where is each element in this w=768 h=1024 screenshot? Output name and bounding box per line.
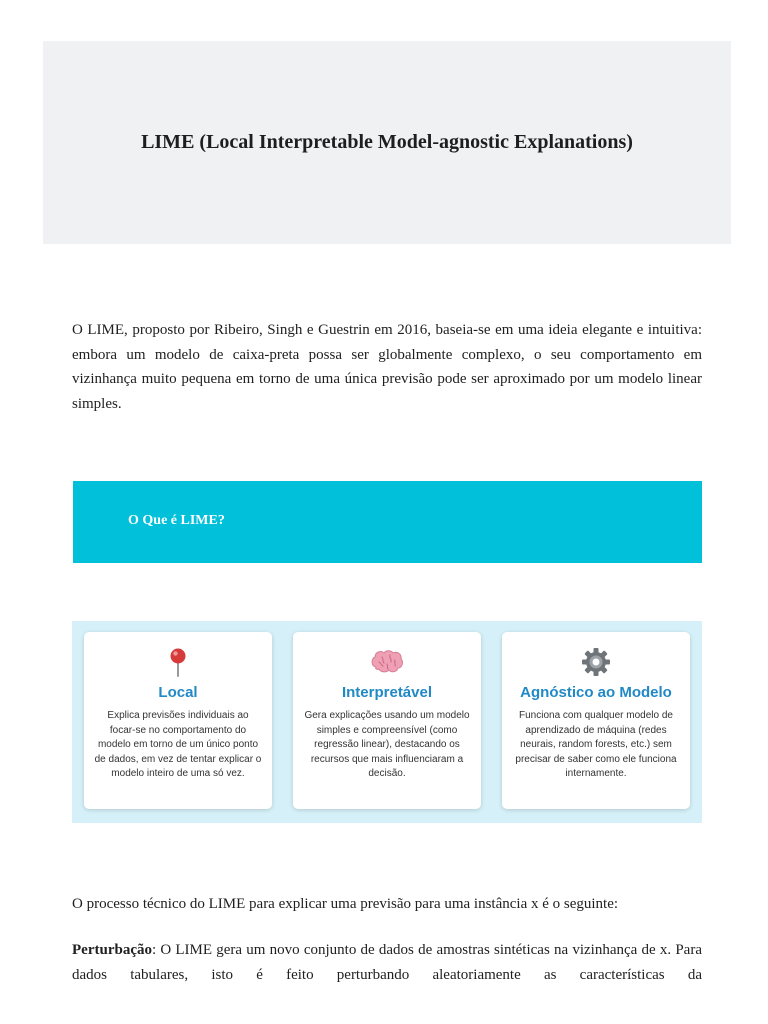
brain-icon — [293, 646, 481, 678]
gear-icon — [502, 646, 690, 678]
card-interpretavel — [293, 632, 481, 809]
perturbation-paragraph — [72, 938, 702, 987]
title-box — [43, 41, 731, 244]
card-title: Agnóstico ao Modelo — [520, 684, 672, 701]
intro-paragraph: O LIME, proposto por Ribeiro, Singh e Guestrin em 2016, baseia-se em uma ideia elegante e intuitiva: embora um modelo de caixa-preta possa ser globalmente complexo, o seu comportamento em vizinhança muito pequena em torno de uma única previsão pode ser aproximado por um modelo linear simples. — [72, 322, 702, 412]
section-heading: O Que é LIME? — [128, 513, 225, 528]
cards-panel — [72, 621, 702, 823]
card-title: Local — [158, 684, 198, 701]
card-text: Explica previsões individuais ao focar-se no comportamento do modelo em torno de um único ponto de dados, em vez de tentar explicar o modelo inteiro de uma só vez. — [94, 710, 262, 779]
page-title: LIME (Local Interpretable Model-agnostic Explanations) — [141, 131, 633, 153]
card-agnostico — [502, 632, 690, 809]
perturbation-label: Perturbação — [72, 942, 152, 958]
card-text: Gera explicações usando um modelo simples e compreensível (como regressão linear), destacando os recursos que mais influenciaram a decisão. — [304, 710, 470, 779]
pushpin-icon — [84, 646, 272, 678]
section-heading-bar — [73, 481, 702, 563]
perturbation-text: : O LIME gera um novo conjunto de dados de amostras sintéticas na vizinhança de x. Para dados tabulares, isto é feito perturbando aleatoriamente as características da — [72, 942, 702, 983]
card-local — [84, 632, 272, 809]
card-text: Funciona com qualquer modelo de aprendizado de máquina (redes neurais, random forests, etc.) sem precisar de saber como ele funciona internamente. — [515, 710, 677, 779]
card-title: Interpretável — [341, 684, 433, 701]
process-intro: O processo técnico do LIME para explicar uma previsão para uma instância x é o seguinte: — [72, 896, 619, 912]
